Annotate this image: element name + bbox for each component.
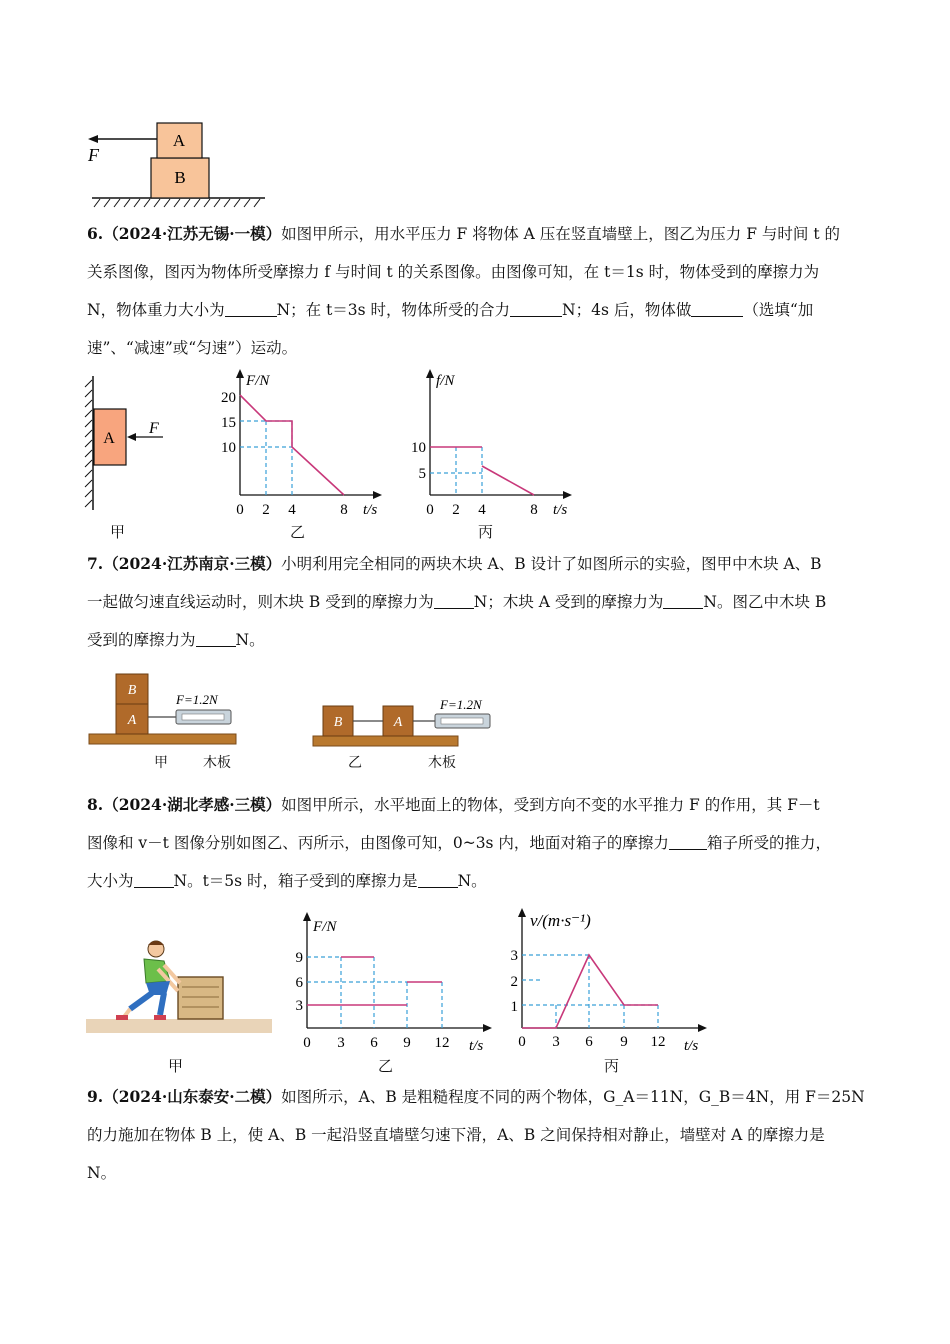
q7-text <box>87 545 877 659</box>
y-tick: 3 <box>510 948 518 964</box>
x-tick: 2 <box>262 502 270 518</box>
boy-figure <box>116 941 180 1020</box>
y-axis-label: f/N <box>436 373 455 389</box>
answer-blank[interactable] <box>510 301 562 318</box>
q6-text <box>87 215 877 367</box>
x-tick: 0 <box>518 1034 526 1050</box>
q6-chart-yi <box>210 365 385 520</box>
block-b-label: B <box>174 168 186 187</box>
y-tick: 3 <box>295 998 303 1014</box>
y-tick: 10 <box>221 440 236 456</box>
answer-blank[interactable] <box>418 872 458 889</box>
wood-board <box>313 736 458 746</box>
q6-line2: 关系图像，图丙为物体所受摩擦力 f 与时间 t 的关系图像。由图像可知，在 t＝1s 时，物体受到的摩擦力为 <box>87 263 820 281</box>
q6-figure-jia <box>83 372 173 512</box>
q9-text <box>87 1078 877 1192</box>
q8-line1: 如图甲所示，水平地面上的物体，受到方向不变的水平推力 F 的作用，其 F－t <box>281 796 820 814</box>
x-tick: 4 <box>478 502 486 518</box>
q7-figure-yi <box>310 695 500 750</box>
q6-line3c: N；4s 后，物体做 <box>562 301 692 319</box>
y-axis-label: F/N <box>313 919 337 935</box>
q6-number: 6. <box>87 224 104 243</box>
caption: 乙 <box>378 1057 394 1075</box>
x-tick: 6 <box>585 1034 593 1050</box>
x-tick: 3 <box>552 1034 560 1050</box>
x-tick: 3 <box>337 1035 345 1051</box>
caption: 乙 <box>348 755 362 771</box>
q6-line3a: N，物体重力大小为 <box>87 301 225 319</box>
y-axis-label: v/(m·s⁻¹) <box>530 911 591 930</box>
block-a-label: A <box>127 713 137 728</box>
q9-source: （2024·山东泰安·二模） <box>103 1087 282 1106</box>
x-tick: 0 <box>303 1035 311 1051</box>
x-tick: 8 <box>530 502 538 518</box>
q8-line3a: 大小为 <box>87 872 134 890</box>
y-tick: 2 <box>510 974 518 990</box>
caption: 甲 <box>154 755 168 771</box>
q7-figure-jia <box>86 672 241 750</box>
x-tick: 0 <box>426 502 434 518</box>
q6-line3b: N；在 t＝3s 时，物体所受的合力 <box>276 301 511 319</box>
q8-number: 8. <box>87 795 104 814</box>
x-tick: 8 <box>340 502 348 518</box>
q7-source: （2024·江苏南京·三模） <box>103 554 282 573</box>
q7-line3b: N。 <box>235 631 265 649</box>
x-axis-label: t/s <box>553 502 568 518</box>
answer-blank[interactable] <box>225 301 277 318</box>
board-label: 木板 <box>203 755 231 771</box>
x-tick: 2 <box>452 502 460 518</box>
q7-number: 7. <box>87 554 104 573</box>
ground <box>86 1019 272 1033</box>
x-tick: 6 <box>370 1035 378 1051</box>
q7-line2a: 一起做匀速直线运动时，则木块 B 受到的摩擦力为 <box>87 593 434 611</box>
q8-line2a: 图像和 v－t 图像分别如图乙、丙所示，由图像可知，0~3s 内，地面对箱子的摩擦力 <box>87 834 669 852</box>
x-axis-label: t/s <box>363 502 378 518</box>
answer-blank[interactable] <box>134 872 174 889</box>
x-tick: 12 <box>434 1035 450 1051</box>
q7-line1: 小明利用完全相同的两块木块 A、B 设计了如图所示的实验，图甲中木块 A、B <box>281 555 822 573</box>
q9-line2: 的力施加在物体 B 上，使 A、B 一起沿竖直墙壁匀速下滑，A、B 之间保持相对静止，墙壁对 A 的摩擦力是 <box>87 1126 825 1144</box>
caption: 丙 <box>604 1057 620 1075</box>
q8-source: （2024·湖北孝感·三模） <box>103 795 282 814</box>
force-label: F <box>88 145 99 165</box>
y-tick: 9 <box>295 950 303 966</box>
caption: 丙 <box>478 523 494 541</box>
q5-figure <box>80 118 280 210</box>
q9-line3: N。 <box>87 1164 117 1182</box>
force-label: F <box>149 420 159 437</box>
x-axis-label: t/s <box>684 1038 699 1054</box>
q7-line2c: N。图乙中木块 B <box>703 593 827 611</box>
answer-blank[interactable] <box>691 301 743 318</box>
q8-text <box>87 786 877 900</box>
block-b-label: B <box>333 715 343 730</box>
y-tick: 20 <box>221 390 236 406</box>
answer-blank[interactable] <box>663 593 703 610</box>
q6-line4: 速”、“减速”或“匀速”）运动。 <box>87 339 298 357</box>
force-label: F=1.2N <box>440 697 482 712</box>
x-tick: 12 <box>650 1034 666 1050</box>
x-tick: 9 <box>403 1035 411 1051</box>
q6-line3d: （选填“加 <box>743 301 814 319</box>
q9-line1: 如图所示，A、B 是粗糙程度不同的两个物体，G_A＝11N，G_B＝4N，用 F＝25N <box>281 1088 865 1106</box>
y-tick: 5 <box>418 466 426 482</box>
block-b-label: B <box>127 683 137 698</box>
q8-line3c: N。 <box>457 872 487 890</box>
caption: 甲 <box>168 1057 184 1075</box>
caption: 甲 <box>110 523 126 541</box>
q7-line3a: 受到的摩擦力为 <box>87 631 196 649</box>
block-a-label: A <box>103 430 115 447</box>
answer-blank[interactable] <box>196 631 236 648</box>
x-tick: 0 <box>236 502 244 518</box>
y-tick: 10 <box>411 440 426 456</box>
y-tick: 15 <box>221 415 236 431</box>
q6-line1: 如图甲所示，用水平压力 F 将物体 A 压在竖直墙壁上，图乙为压力 F 与时间 t 的 <box>281 225 840 243</box>
block-a-label: A <box>172 131 186 150</box>
q6-chart-bing <box>400 365 575 520</box>
answer-blank[interactable] <box>434 593 474 610</box>
q8-chart-yi <box>285 910 495 1055</box>
x-axis-label: t/s <box>469 1038 484 1054</box>
caption: 乙 <box>290 523 306 541</box>
y-tick: 6 <box>295 975 303 991</box>
friction-curve <box>482 466 534 495</box>
wooden-box <box>178 977 223 1019</box>
q7-line2b: N；木块 A 受到的摩擦力为 <box>473 593 664 611</box>
x-tick: 9 <box>620 1034 628 1050</box>
q8-line2b: 箱子所受的推力， <box>706 834 831 852</box>
force-label: F=1.2N <box>176 692 218 707</box>
velocity-curve <box>522 955 658 1028</box>
q8-chart-bing <box>500 900 710 1055</box>
block-a-label: A <box>393 715 403 730</box>
y-tick: 1 <box>510 999 518 1015</box>
answer-blank[interactable] <box>669 834 707 851</box>
q8-figure-jia <box>86 935 274 1035</box>
q9-number: 9. <box>87 1087 104 1106</box>
x-tick: 4 <box>288 502 296 518</box>
y-axis-label: F/N <box>246 373 270 389</box>
q6-source: （2024·江苏无锡·一模） <box>103 224 282 243</box>
board-label: 木板 <box>428 755 456 771</box>
q8-line3b: N。t＝5s 时，箱子受到的摩擦力是 <box>173 872 418 890</box>
wood-board <box>89 734 236 744</box>
